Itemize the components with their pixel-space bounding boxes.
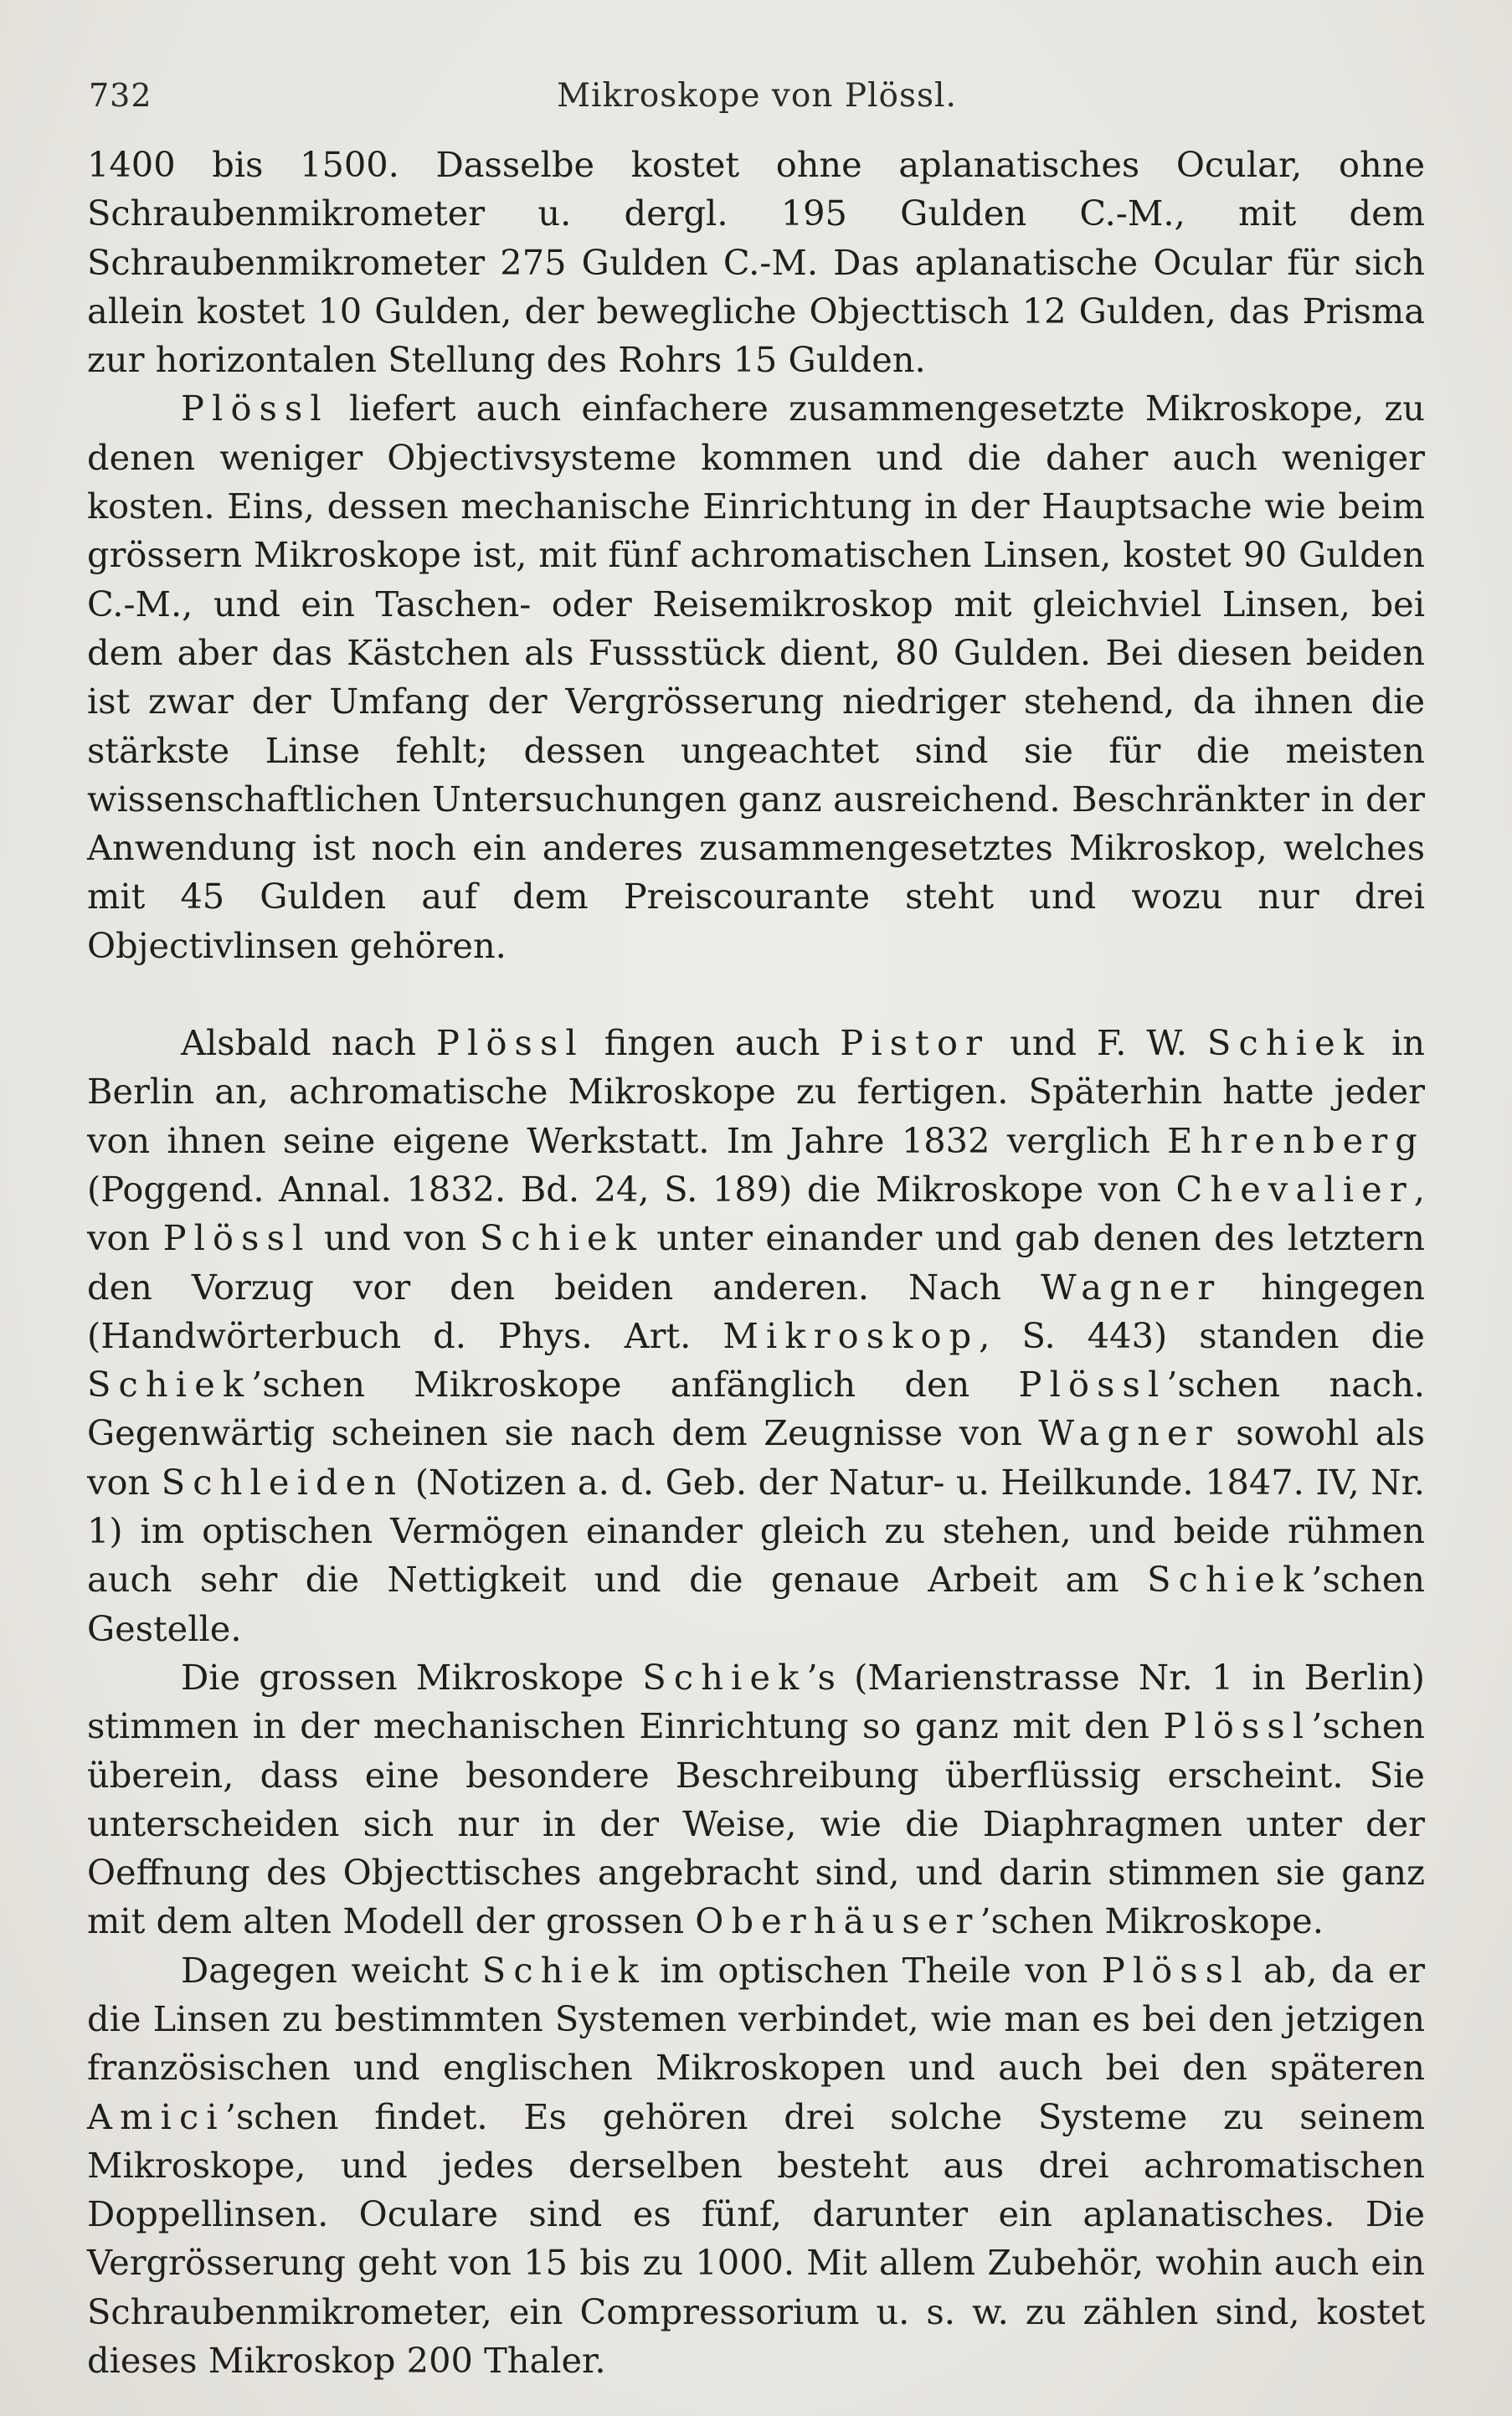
- text-run: (Poggend. Annal. 1832. Bd. 24, S. 189) die Mikroskope von: [87, 1168, 1176, 1210]
- paragraph: [87, 1019, 1425, 1653]
- text-run: im optischen Theile von: [645, 1949, 1102, 1991]
- paragraph: [87, 384, 1425, 970]
- text-run: , S. 443) standen die: [979, 1314, 1425, 1356]
- text-run: sowohl als von: [87, 1412, 1425, 1503]
- spaced-name: Schiek: [481, 1949, 646, 1991]
- spaced-name: Chevalier: [1175, 1168, 1414, 1210]
- text-run: ’schen Mikroskope.: [980, 1900, 1324, 1942]
- spaced-name: Schiek: [1147, 1559, 1312, 1601]
- text-run: unter einander und gab denen des letztern den Vorzug vor den beiden anderen. Nach: [87, 1217, 1425, 1308]
- spaced-name: Schiek: [479, 1217, 644, 1259]
- text-run: Alsbald nach: [181, 1022, 436, 1064]
- text-run: , von: [87, 1168, 1425, 1259]
- spaced-name: Schleiden: [161, 1461, 404, 1503]
- spaced-name: Wagner: [1041, 1266, 1222, 1308]
- spaced-name: Plössl: [435, 1022, 584, 1064]
- spaced-name: Mikroskop: [723, 1314, 980, 1356]
- spaced-name: Amici: [87, 2095, 225, 2137]
- spaced-name: Plössl: [1101, 1949, 1250, 1991]
- paragraph: [87, 1946, 1425, 2386]
- text-run: Dagegen weicht: [181, 1949, 482, 1991]
- spaced-name: Schiek: [642, 1656, 807, 1698]
- text-run: ’schen Gestelle.: [87, 1559, 1425, 1649]
- text-run: (Notizen a. d. Geb. der Natur- u. Heilkunde. 1847. IV, Nr. 1) im optischen Vermögen einander gleich zu stehen, und beide rühmen auch sehr die Nettigkeit und die genaue Arbeit am: [87, 1461, 1425, 1601]
- spaced-name: Plössl: [1018, 1364, 1167, 1406]
- text-run: ’schen nach. Gegenwärtig scheinen sie nach dem Zeugnisse von: [87, 1364, 1425, 1454]
- text-run: und F. W.: [990, 1022, 1207, 1064]
- paragraph: [87, 1653, 1425, 1946]
- spaced-name: Oberhäuser: [695, 1900, 980, 1942]
- paragraph: [87, 141, 1425, 384]
- spaced-name: Ehrenberg: [1167, 1119, 1425, 1161]
- text-run: ’schen findet. Es gehören drei solche Systeme zu seinem Mikroskope, und jedes derselben besteht aus drei achromatischen Doppellinsen. Oculare sind es fünf, darunter ein aplanatisches. Die Vergrösserung geht von 15 bis zu 1000. Mit allem Zubehör, wohin auch ein Schraubenmikrometer, ein Compressorium u. s. w. zu zählen sind, kostet dieses Mikroskop 200 Thaler.: [87, 2095, 1425, 2382]
- text-run: 1400 bis 1500. Dasselbe kostet ohne aplanatisches Ocular, ohne Schraubenmikrometer u. dergl. 195 Gulden C.-M., mit dem Schraubenmikrometer 275 Gulden C.-M. Das aplanatische Ocular für sich allein kostet 10 Gulden, der bewegliche Objecttisch 12 Gulden, das Prisma zur horizontalen Stellung des Rohrs 15 Gulden.: [87, 144, 1425, 381]
- text-run: ’schen Mikroskope anfänglich den: [251, 1364, 1019, 1406]
- spaced-name: Plössl: [1163, 1705, 1312, 1747]
- text-run: in Berlin an, achromatische Mikroskope zu fertigen. Späterhin hatte jeder von ihnen seine eigene Werkstatt. Im Jahre 1832 verglich: [87, 1022, 1426, 1161]
- body-text: [87, 141, 1425, 2385]
- page-number: 732: [89, 77, 152, 114]
- text-run: Die grossen Mikroskope: [181, 1656, 643, 1698]
- text-run: liefert auch einfachere zusammengesetzte Mikroskope, zu denen weniger Objectivsysteme kommen und die daher auch weniger kosten. Eins, dessen mechanische Einrichtung in der Hauptsache wie beim grössern Mikroskope ist, mit fünf achromatischen Linsen, kostet 90 Gulden C.-M., und ein Taschen- oder Reisemikroskop mit gleichviel Linsen, bei dem aber das Kästchen als Fussstück dient, 80 Gulden. Bei diesen beiden ist zwar der Umfang der Vergrösserung niedriger stehend, da ihnen die stärkste Linse fehlt; dessen ungeachtet sind sie für die meisten wissenschaftlichen Untersuchungen ganz ausreichend. Beschränkter in der Anwendung ist noch ein anderes zusammengesetztes Mikroskop, welches mit 45 Gulden auf dem Preiscourante steht und wozu nur drei Objectivlinsen gehören.: [87, 388, 1425, 966]
- text-run: ’schen überein, dass eine besondere Beschreibung überflüssig erscheint. Sie unterscheiden sich nur in der Weise, wie die Diaphragmen unter der Oeffnung des Objecttisches angebracht sind, und darin stimmen sie ganz mit dem alten Modell der grossen: [87, 1705, 1425, 1942]
- spaced-name: Wagner: [1038, 1412, 1220, 1454]
- text-run: hingegen (Handwörterbuch d. Phys. Art.: [87, 1266, 1425, 1356]
- spaced-name: Plössl: [162, 1217, 311, 1259]
- running-title: Mikroskope von Plössl.: [557, 77, 957, 115]
- text-run: und von: [311, 1217, 480, 1259]
- text-run: fingen auch: [584, 1022, 841, 1064]
- spaced-name: Pistor: [840, 1022, 990, 1064]
- text-run: ab, da er die Linsen zu bestimmten Systemen verbindet, wie man es bei den jetzigen französischen und englischen Mikroskopen und auch bei den späteren: [87, 1949, 1426, 2089]
- spaced-name: Schiek: [1206, 1022, 1372, 1064]
- spaced-name: Plössl: [181, 388, 329, 429]
- spaced-name: Schiek: [87, 1364, 252, 1406]
- text-run: ’s (Marienstrasse Nr. 1 in Berlin) stimmen in der mechanischen Einrichtung so ganz mit den: [87, 1656, 1425, 1747]
- page-header: [89, 77, 1425, 127]
